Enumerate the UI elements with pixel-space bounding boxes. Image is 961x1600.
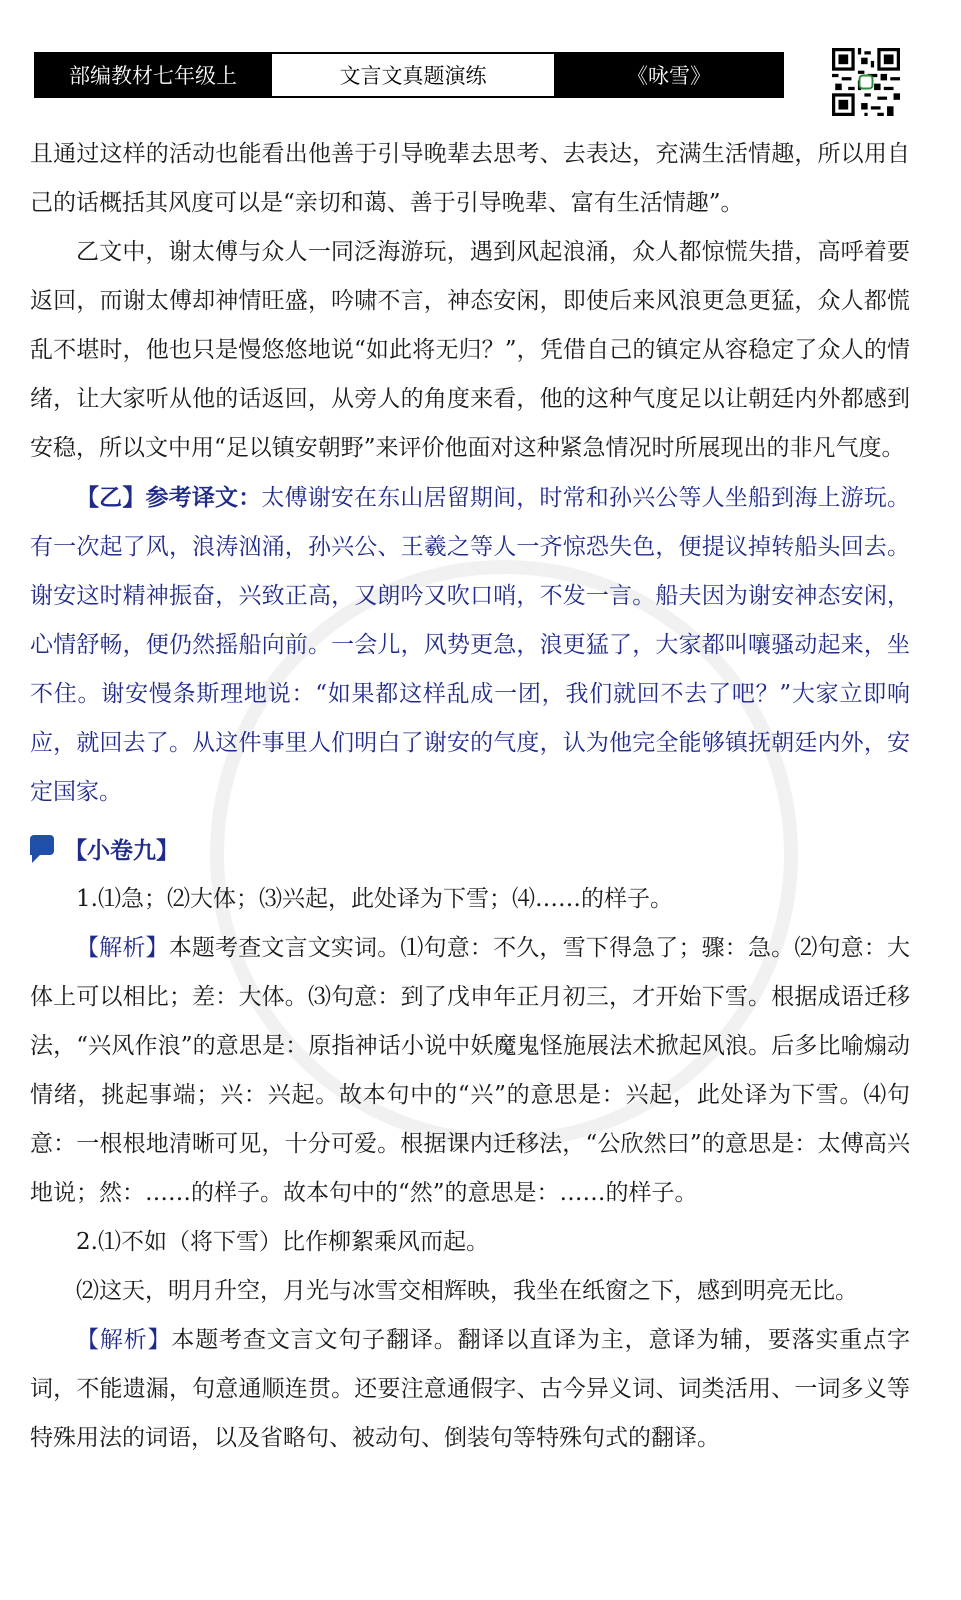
- page-header: [34, 52, 784, 98]
- header-topic: 文言文真题演练: [270, 54, 556, 96]
- answer-2-2: ⑵这天，明月升空，月光与冰雪交相辉映，我坐在纸窗之下，感到明亮无比。: [76, 1278, 858, 1304]
- answer-2-1: 2.⑴不如（将下雪）比作柳絮乘风而起。: [76, 1229, 489, 1255]
- analysis-text: 本题考查文言文实词。⑴句意：不久，雪下得急了；骤：急。⑵句意：大体上可以相比；差：大体。⑶句意：到了戊申年正月初三，才开始下雪。根据成语迁移法，“兴风作浪”的意思是：原指神话小说中妖魔鬼怪施展法术掀起风浪。后多比喻煽动情绪，挑起事端；兴：兴起。故本句中的“兴”的意思是：兴起，此处译为下雪。⑷句意：一根根地清晰可见，十分可爱。根据课内迁移法，“公欣然曰”的意思是：太傅高兴地说；然：……的样子。故本句中的“然”的意思是：……的样子。: [30, 935, 911, 1206]
- paragraph-continuation: 且通过这样的活动也能看出他善于引导晚辈去思考、去表达，充满生活情趣，所以用自己的话概括其风度可以是“亲切和蔼、善于引导晚辈、富有生活情趣”。: [30, 141, 910, 216]
- paragraph-translation: [30, 473, 910, 817]
- analysis-tag: 【解析】: [76, 935, 169, 961]
- analysis-tag: 【解析】: [76, 1327, 172, 1353]
- answer-2-analysis: [30, 1316, 910, 1463]
- paragraph-analysis-yi: 乙文中，谢太傅与众人一同泛海游玩，遇到风起浪涌，众人都惊慌失措，高呼着要返回，而谢太傅却神情旺盛，吟啸不言，神态安闲，即使后来风浪更急更猛，众人都慌乱不堪时，他也只是慢悠悠地说“如此将无归？”，凭借自己的镇定从容稳定了众人的情绪，让大家听从他的话返回，从旁人的角度来看，他的这种气度足以让朝廷内外都感到安稳，所以文中用“足以镇安朝野”来评价他面对这种紧急情况时所展现出的非凡气度。: [30, 239, 910, 461]
- translation-text: 太傅谢安在东山居留期间，时常和孙兴公等人坐船到海上游玩。有一次起了风，浪涛汹涌，孙兴公、王羲之等人一齐惊恐失色，便提议掉转船头回去。谢安这时精神振奋，兴致正高，又朗吟又吹口哨，不发一言。船夫因为谢安神态安闲，心情舒畅，便仍然摇船向前。一会儿，风势更急，浪更猛了，大家都叫嚷骚动起来，坐不住。谢安慢条斯理地说：“如果都这样乱成一团，我们就回不去了吧？”大家立即响应，就回去了。从这件事里人们明白了谢安的气度，认为他完全能够镇抚朝廷内外，安定国家。: [30, 485, 911, 805]
- section-header: [30, 821, 910, 875]
- page-content: [30, 130, 910, 1463]
- answer-1-analysis: [30, 924, 910, 1218]
- header-grade: 部编教材七年级上: [36, 54, 270, 96]
- section-title: 【小卷九】: [64, 837, 179, 864]
- translation-tag: 【乙】参考译文：: [76, 484, 262, 511]
- analysis-text: 本题考查文言文句子翻译。翻译以直译为主，意译为辅，要落实重点字词，不能遗漏，句意通顺连贯。还要注意通假字、古今异义词、词类活用、一词多义等特殊用法的词语，以及省略句、被动句、倒装句等特殊句式的翻译。: [30, 1327, 911, 1451]
- header-lesson: 《咏雪》: [556, 54, 782, 96]
- qr-code-icon: [832, 48, 900, 116]
- answer-1: 1.⑴急；⑵大体；⑶兴起，此处译为下雪；⑷……的样子。: [76, 886, 673, 912]
- chat-bubble-icon: [30, 835, 54, 855]
